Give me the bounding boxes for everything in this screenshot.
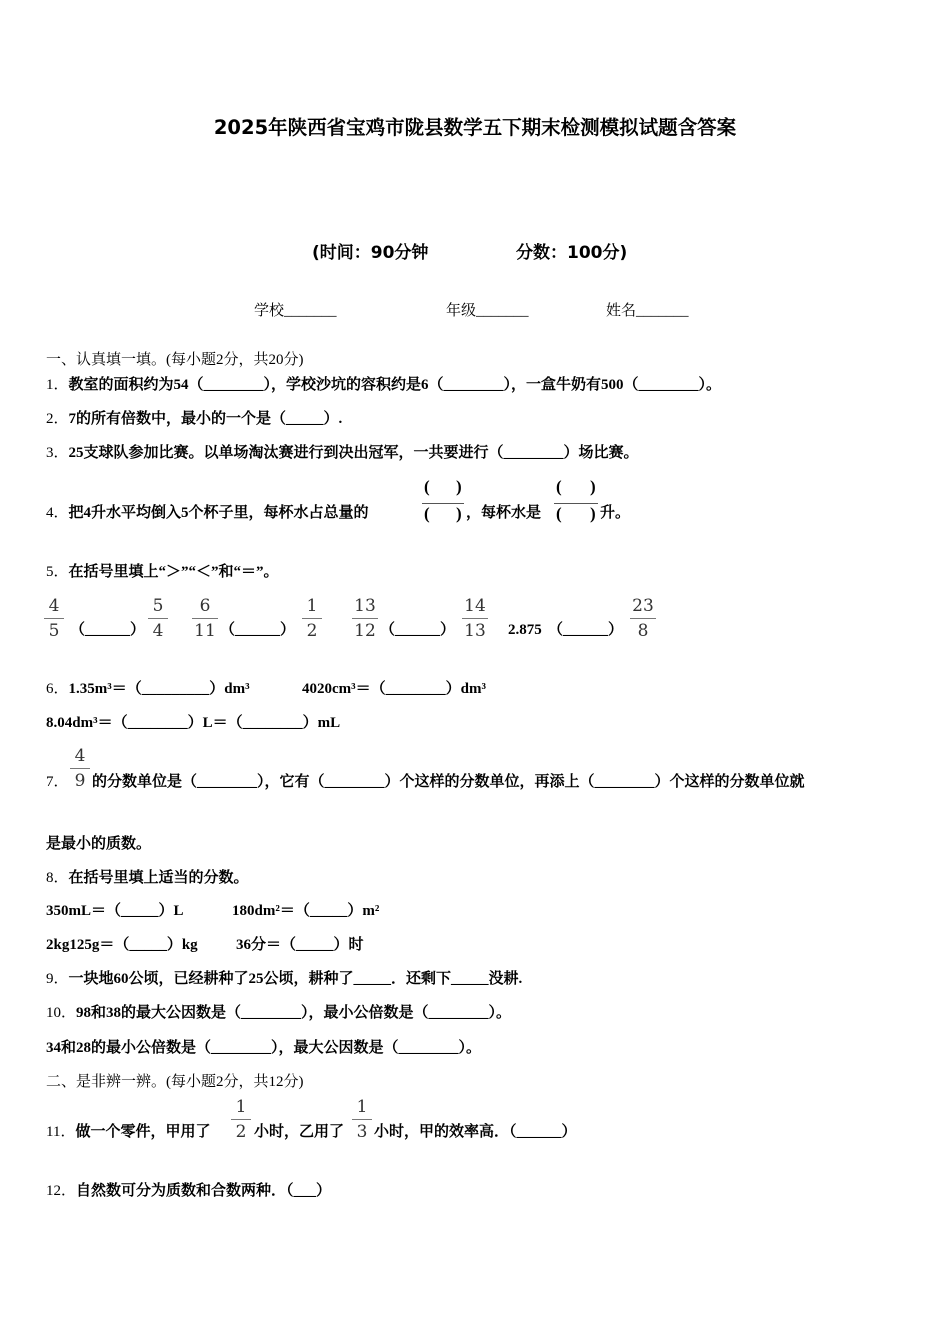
- fraction-bar: [44, 618, 64, 619]
- fraction: [352, 1097, 372, 1142]
- question-6: [46, 679, 250, 699]
- denominator: 12: [354, 621, 376, 641]
- question-3: [46, 443, 639, 463]
- question-number: 7．: [46, 774, 69, 790]
- numerator: 1: [235, 1097, 247, 1117]
- fraction: [148, 596, 168, 641]
- fraction: [44, 596, 64, 641]
- fraction: [352, 596, 378, 641]
- paren-close: ): [456, 504, 462, 523]
- question-1: [46, 375, 721, 395]
- numerator: 1: [306, 596, 318, 616]
- fraction-bar: [352, 1119, 372, 1120]
- denominator: 11: [194, 621, 216, 641]
- compare-blank: （______）: [380, 622, 456, 638]
- denominator: 2: [235, 1122, 247, 1142]
- question-text: 自然数可分为质数和合数两种．（___）: [76, 1183, 332, 1199]
- question-text: 1.35m³＝（_________）dm³: [68, 681, 250, 697]
- question-number: 6．: [46, 681, 69, 697]
- document-title: 2025年陕西省宝鸡市陇县数学五下期末检测模拟试题含答案: [213, 116, 737, 139]
- question-text: 在括号里填上适当的分数。: [68, 870, 249, 886]
- denominator: 5: [48, 621, 60, 641]
- fraction-bar: [462, 618, 488, 619]
- denominator: 4: [152, 621, 164, 641]
- fraction-bar: [352, 618, 378, 619]
- section-2-heading: 二、是非辨一辨。(每小题2分，共12分): [46, 1074, 304, 1090]
- question-8-item-2: 180dm²＝（_____）m²: [232, 903, 380, 919]
- question-5: [46, 562, 279, 582]
- question-text: 7的所有倍数中，最小的一个是（_____）.: [68, 411, 343, 427]
- question-11-text-c: 小时，甲的效率高．（______）: [374, 1124, 577, 1140]
- numerator: 5: [152, 596, 164, 616]
- fraction-bar: [302, 618, 322, 619]
- paren-open: (: [424, 504, 430, 523]
- question-8-item-3: 2kg125g＝（_____）kg: [46, 937, 198, 953]
- fraction-bar: [70, 768, 90, 769]
- question-4-text-c: 升。: [600, 505, 631, 521]
- paren-close: ): [590, 477, 596, 496]
- question-10: [46, 1003, 511, 1023]
- question-text: 一块地60公顷，已经耕种了25公顷，耕种了_____．还剩下_____没耕.: [68, 971, 523, 987]
- paren-close: ): [590, 504, 596, 523]
- question-4-text-b: ，每杯水是: [466, 505, 542, 521]
- fraction-bar: [630, 618, 656, 619]
- denominator: 3: [356, 1122, 368, 1142]
- question-7-text-2: 是最小的质数。: [46, 836, 152, 852]
- paren-open: (: [556, 477, 562, 496]
- question-number: 9．: [46, 971, 69, 987]
- question-text: 教室的面积约为54（________），学校沙坑的容积约是6（________），一盒牛奶有500（________）。: [68, 377, 722, 393]
- numerator: 13: [354, 596, 376, 616]
- paren-close: ): [456, 477, 462, 496]
- question-number: 1．: [46, 377, 69, 393]
- question-text: 做一个零件，甲用了: [75, 1124, 211, 1140]
- question-11: [46, 1122, 210, 1142]
- question-12: [46, 1181, 331, 1201]
- question-text: 98和38的最大公因数是（________），最小公倍数是（________）。: [76, 1005, 512, 1021]
- question-number: 4．: [46, 505, 69, 521]
- exam-score: 分数：100分): [516, 243, 628, 263]
- denominator: 2: [306, 621, 318, 641]
- numerator: 4: [74, 746, 86, 766]
- grade-field: 年级_______: [446, 303, 529, 319]
- denominator: 9: [74, 771, 86, 791]
- question-text: 25支球队参加比赛。以单场淘汰赛进行到决出冠军，一共要进行（________）场比赛。: [68, 445, 639, 461]
- section-1-heading: 一、认真填一填。(每小题2分，共20分): [46, 352, 304, 368]
- question-number: 3．: [46, 445, 69, 461]
- question-8: [46, 868, 249, 888]
- compare-blank: （______）: [548, 622, 624, 638]
- fraction-bar: [148, 618, 168, 619]
- paren-open: (: [556, 504, 562, 523]
- question-number: 2．: [46, 411, 69, 427]
- denominator: 13: [464, 621, 486, 641]
- name-field: 姓名_______: [606, 303, 689, 319]
- question-number: 5．: [46, 564, 69, 580]
- fraction: [70, 746, 90, 791]
- question-9: [46, 969, 522, 989]
- fraction: [630, 596, 656, 641]
- question-number: 12．: [46, 1183, 77, 1199]
- question-2: [46, 409, 342, 429]
- question-number: 11．: [46, 1124, 76, 1140]
- fraction-bar: [192, 618, 218, 619]
- question-7-number: [46, 772, 69, 792]
- numerator: 4: [48, 596, 60, 616]
- question-10-line-2: 34和28的最小公倍数是（________），最大公因数是（________）。: [46, 1040, 482, 1056]
- question-8-item-4: 36分＝（_____）时: [236, 937, 364, 953]
- question-text: 在括号里填上“＞”“＜”和“＝”。: [68, 564, 279, 580]
- question-8-item-1: 350mL＝（_____）L: [46, 903, 184, 919]
- question-11-text-b: 小时，乙用了: [254, 1124, 345, 1140]
- decimal-value: 2.875: [508, 622, 542, 638]
- question-6-line-2: 8.04dm³＝（________）L＝（________）mL: [46, 715, 341, 731]
- numerator: 1: [356, 1097, 368, 1117]
- fraction: [462, 596, 488, 641]
- question-6-part-b: 4020cm³＝（________）dm³: [302, 681, 486, 697]
- compare-blank: （______）: [70, 622, 146, 638]
- denominator: 8: [637, 621, 649, 641]
- fraction: [302, 596, 322, 641]
- exam-time: (时间：90分钟: [312, 243, 429, 263]
- question-number: 8．: [46, 870, 69, 886]
- fraction-bar: [231, 1119, 251, 1120]
- numerator: 14: [464, 596, 486, 616]
- numerator: 6: [199, 596, 211, 616]
- paren-open: (: [424, 477, 430, 496]
- question-7-text: 的分数单位是（________），它有（________）个这样的分数单位，再添上（________）个这样的分数单位就: [92, 774, 805, 790]
- fraction: [192, 596, 218, 641]
- school-field: 学校_______: [254, 303, 337, 319]
- question-4: [46, 503, 369, 523]
- compare-blank: （______）: [220, 622, 296, 638]
- question-text: 把4升水平均倒入5个杯子里，每杯水占总量的: [68, 505, 369, 521]
- fraction: [231, 1097, 251, 1142]
- numerator: 23: [632, 596, 654, 616]
- question-number: 10．: [46, 1005, 77, 1021]
